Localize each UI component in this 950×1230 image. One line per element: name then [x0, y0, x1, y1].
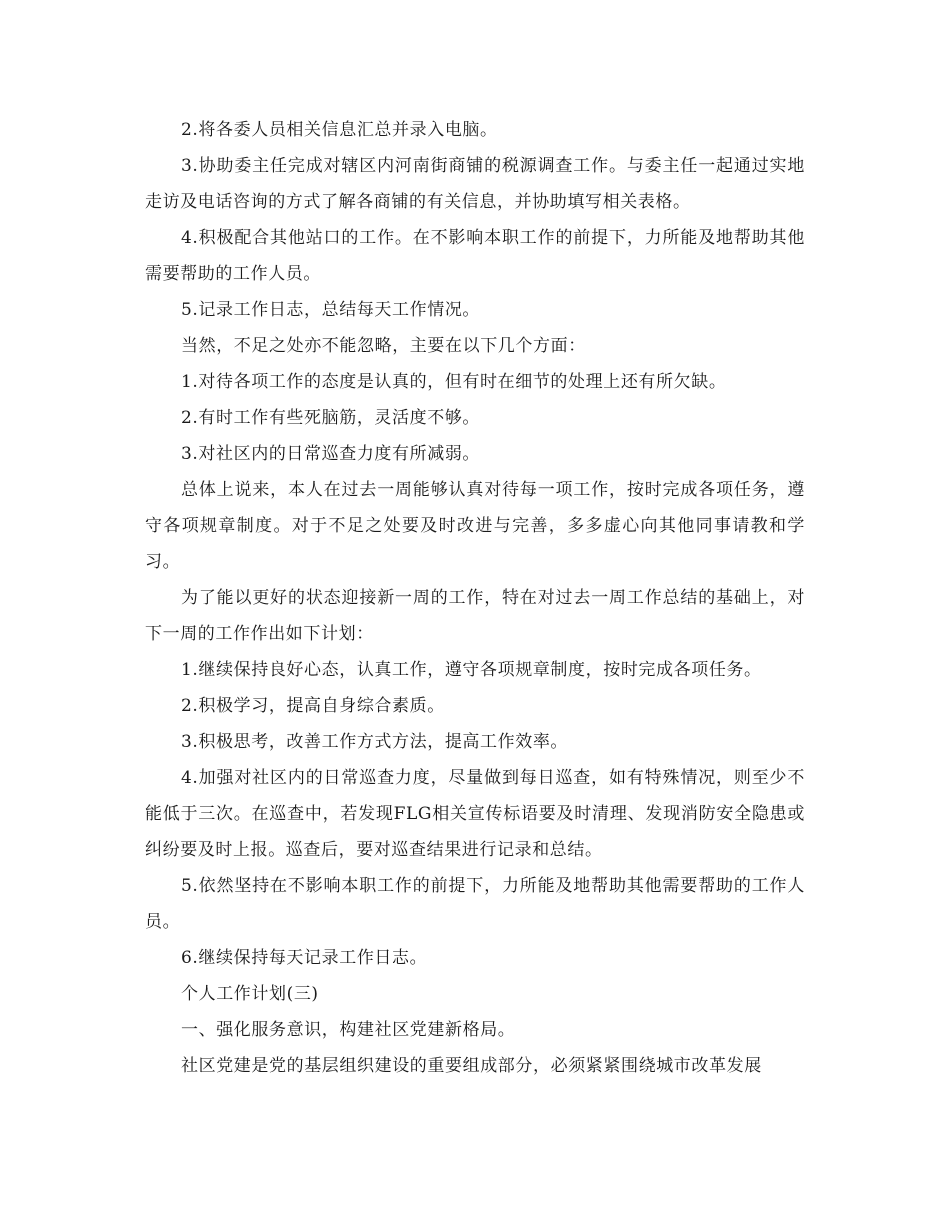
document-body — [145, 112, 805, 1084]
paragraph: 2.将各委人员相关信息汇总并录入电脑。 — [181, 120, 498, 140]
paragraph: 4.积极配合其他站口的工作。在不影响本职工作的前提下，力所能及地帮助其他需要帮助的工作人员。 — [145, 228, 805, 284]
paragraph: 2.积极学习，提高自身综合素质。 — [181, 696, 445, 716]
paragraph: 2.有时工作有些死脑筋，灵活度不够。 — [181, 408, 481, 428]
paragraph: 为了能以更好的状态迎接新一周的工作，特在对过去一周工作总结的基础上，对下一周的工作作出如下计划： — [145, 588, 805, 644]
paragraph: 3.协助委主任完成对辖区内河南街商铺的税源调查工作。与委主任一起通过实地走访及电话咨询的方式了解各商铺的有关信息，并协助填写相关表格。 — [145, 156, 805, 212]
paragraph: 当然，不足之处亦不能忽略，主要在以下几个方面： — [181, 336, 586, 356]
paragraph: 6.继续保持每天记录工作日志。 — [181, 948, 428, 968]
paragraph: 1.对待各项工作的态度是认真的，但有时在细节的处理上还有所欠缺。 — [181, 372, 727, 392]
paragraph: 5.依然坚持在不影响本职工作的前提下，力所能及地帮助其他需要帮助的工作人员。 — [145, 876, 805, 932]
paragraph: 1.继续保持良好心态，认真工作，遵守各项规章制度，按时完成各项任务。 — [181, 660, 762, 680]
paragraph: 3.对社区内的日常巡查力度有所减弱。 — [181, 444, 481, 464]
subsection-heading: 一、强化服务意识，构建社区党建新格局。 — [181, 1020, 516, 1040]
paragraph: 5.记录工作日志，总结每天工作情况。 — [181, 300, 481, 320]
paragraph: 3.积极思考，改善工作方式方法，提高工作效率。 — [181, 732, 569, 752]
section-heading: 个人工作计划(三) — [181, 984, 319, 1004]
paragraph: 社区党建是党的基层组织建设的重要组成部分，必须紧紧围绕城市改革发展 — [181, 1056, 762, 1076]
paragraph: 4.加强对社区内的日常巡查力度，尽量做到每日巡查，如有特殊情况，则至少不能低于三次。在巡查中，若发现FLG相关宣传标语要及时清理、发现消防安全隐患或纠纷要及时上报。巡查后，要对巡查结果进行记录和总结。 — [145, 768, 805, 860]
paragraph: 总体上说来，本人在过去一周能够认真对待每一项工作，按时完成各项任务，遵守各项规章制度。对于不足之处要及时改进与完善，多多虚心向其他同事请教和学习。 — [145, 480, 805, 572]
